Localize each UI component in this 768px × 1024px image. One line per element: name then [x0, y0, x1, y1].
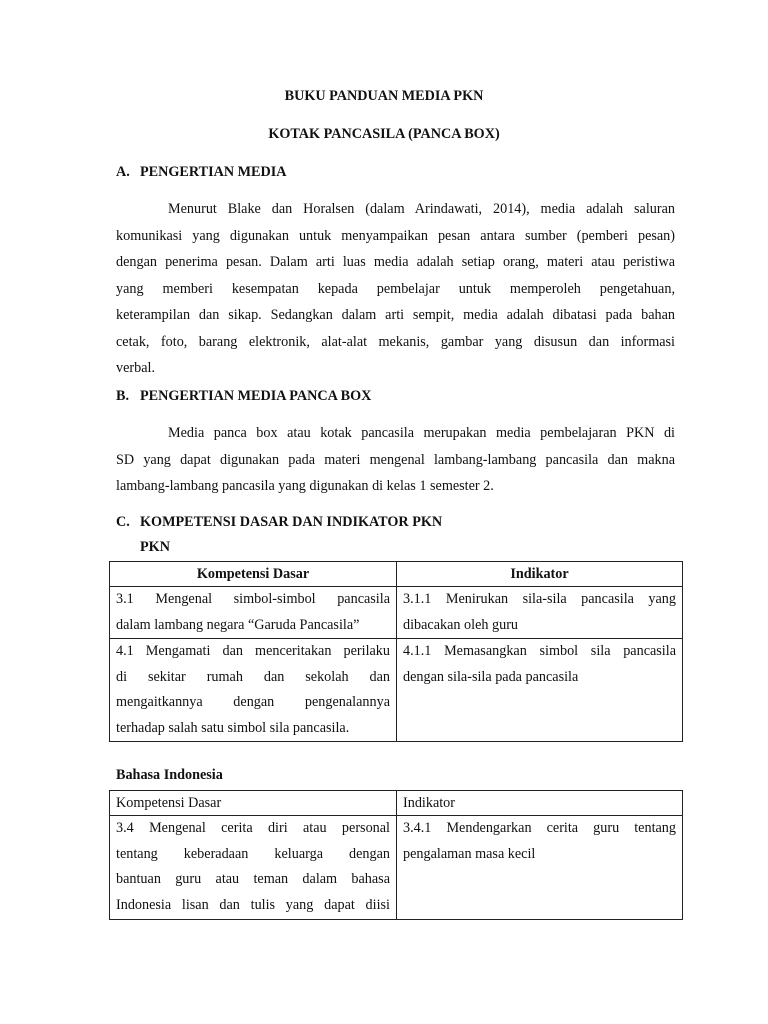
- paragraph-line: Menurut Blake dan Horalsen (dalam Arindawati, 2014), media adalah saluran: [168, 201, 675, 217]
- section-b-paragraph: [116, 420, 675, 500]
- column-header: Indikator: [397, 791, 683, 816]
- paragraph-line: keterampilan dan sikap. Sedangkan dalam arti sempit, media adalah dibatasi pada bahan: [116, 307, 675, 323]
- competency-cell: [110, 587, 397, 639]
- cell-line: mengaitkannya dengan pengenalannya: [116, 694, 390, 710]
- section-b-number: B.: [116, 388, 130, 404]
- paragraph-line: yang memberi kesempatan kepada pembelajar untuk memperoleh pengetahuan,: [116, 280, 675, 297]
- competency-cell: [110, 639, 397, 742]
- cell-line: 3.4.1 Mendengarkan cerita guru tentang: [403, 820, 676, 836]
- section-c-number: C.: [116, 514, 130, 530]
- section-c-heading: [116, 514, 442, 531]
- indicator-cell: [397, 816, 683, 920]
- cell-line: pengalaman masa kecil: [403, 845, 536, 862]
- table-row: [110, 639, 683, 742]
- section-c-title: KOMPETENSI DASAR DAN INDIKATOR PKN: [140, 514, 443, 530]
- section-a-number: A.: [116, 164, 130, 180]
- cell-line: bantuan guru atau teman dalam bahasa: [116, 871, 390, 887]
- bahasa-indonesia-heading: Bahasa Indonesia: [116, 767, 223, 783]
- section-b-title: PENGERTIAN MEDIA PANCA BOX: [140, 388, 372, 404]
- cell-line: di sekitar rumah dan sekolah dan: [116, 668, 390, 685]
- section-a-title: PENGERTIAN MEDIA: [140, 164, 287, 180]
- cell-line: dalam lambang negara “Garuda Pancasila”: [116, 616, 360, 633]
- table-header-row: [110, 562, 683, 587]
- cell-line: terhadap salah satu simbol sila pancasila.: [116, 719, 350, 736]
- section-b-heading: [116, 388, 371, 405]
- document-subtitle: KOTAK PANCASILA (PANCA BOX): [268, 126, 500, 142]
- paragraph-line: komunikasi yang digunakan untuk menyampaikan pesan antara sumber (pemberi pesan): [116, 227, 675, 244]
- paragraph-line: SD yang dapat digunakan pada materi mengenal lambang-lambang pancasila dan makna: [116, 451, 675, 468]
- competency-cell: [110, 816, 397, 920]
- cell-line: 3.1.1 Menirukan sila-sila pancasila yang: [403, 591, 676, 607]
- indicator-cell: [397, 639, 683, 742]
- paragraph-line: cetak, foto, barang elektronik, alat-alat mekanis, gambar yang disusun dan informasi: [116, 333, 675, 350]
- cell-line: 4.1.1 Memasangkan simbol sila pancasila: [403, 643, 676, 659]
- cell-line: 3.4 Mengenal cerita diri atau personal: [116, 820, 390, 836]
- paragraph-line: verbal.: [116, 360, 155, 376]
- cell-line: dengan sila-sila pada pancasila: [403, 668, 579, 685]
- column-header: Kompetensi Dasar: [110, 562, 397, 587]
- cell-line: 4.1 Mengamati dan menceritakan perilaku: [116, 643, 390, 659]
- pkn-competency-table: [109, 561, 683, 742]
- document-title: BUKU PANDUAN MEDIA PKN: [284, 88, 484, 104]
- cell-line: tentang keberadaan keluarga dengan: [116, 845, 390, 862]
- bahasa-indonesia-competency-table: [109, 790, 683, 920]
- table-row: [110, 816, 683, 920]
- section-a-heading: [116, 164, 287, 181]
- paragraph-line: dengan penerima pesan. Dalam arti luas media adalah setiap orang, materi atau peristiwa: [116, 254, 675, 270]
- cell-line: Indonesia lisan dan tulis yang dapat diisi: [116, 896, 390, 913]
- paragraph-line: Media panca box atau kotak pancasila merupakan media pembelajaran PKN di: [168, 425, 675, 441]
- column-header: Indikator: [397, 562, 683, 587]
- paragraph-line: lambang-lambang pancasila yang digunakan di kelas 1 semester 2.: [116, 478, 494, 494]
- indicator-cell: [397, 587, 683, 639]
- table-header-row: [110, 791, 683, 816]
- section-a-paragraph: [116, 196, 675, 382]
- cell-line: dibacakan oleh guru: [403, 616, 519, 633]
- table-row: [110, 587, 683, 639]
- pkn-subheading: PKN: [140, 539, 170, 555]
- cell-line: 3.1 Mengenal simbol-simbol pancasila: [116, 591, 390, 607]
- column-header: Kompetensi Dasar: [110, 791, 397, 816]
